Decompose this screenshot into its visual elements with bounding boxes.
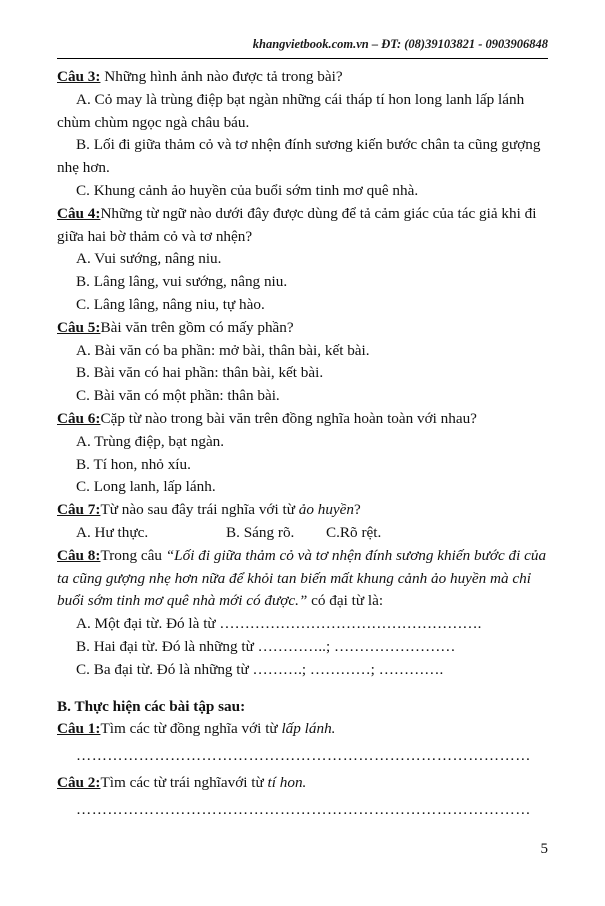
question-4-option-b: B. Lâng lâng, vui sướng, nâng niu.	[76, 273, 288, 291]
question-7-option-a: A. Hư thực.	[76, 523, 149, 541]
question-4-option-a: A. Vui sướng, nâng niu.	[76, 250, 222, 268]
question-8-text: Trong câu	[100, 546, 166, 564]
question-5-text: Bài văn trên gồm có mấy phần?	[100, 318, 294, 336]
exercise-1	[57, 718, 548, 741]
question-8-option-a: A. Một đại từ. Đó là từ …………………………………………….	[76, 615, 482, 633]
question-4-label: Câu 4:	[57, 204, 101, 222]
question-7-options	[57, 522, 548, 545]
exercise-2-answer-line[interactable]: ……………………………………………………………………………	[76, 800, 531, 818]
question-4-text: Những từ ngữ nào dưới đây được dùng để tả cảm giác của tác giả khi đi giữa hai bờ thảm cỏ và tơ nhện?	[57, 204, 537, 245]
question-8	[57, 545, 548, 613]
question-5	[57, 317, 548, 340]
exercise-1-label: Câu 1:	[57, 720, 101, 738]
page-header: khangvietbook.com.vn – ĐT: (08)39103821 - 0903906848	[252, 37, 548, 51]
question-4-option-c: C. Lâng lâng, nâng niu, tự hào.	[76, 295, 265, 313]
question-7-option-b: B. Sáng rõ.	[226, 523, 295, 541]
exercise-1-italic-word: lấp lánh.	[281, 720, 336, 738]
question-8-text-end: có đại từ là:	[307, 592, 384, 610]
exercise-2-label: Câu 2:	[57, 773, 101, 791]
question-7-italic-word: ảo huyền	[298, 501, 354, 519]
question-3	[57, 66, 548, 89]
question-7-option-c: C.Rõ rệt.	[326, 523, 382, 541]
question-8-quote: “Lối đi giữa thảm cỏ và tơ nhện đính sương khiến bước đi của ta cũng gượng nhẹ hơn nữa để khỏi tan biến mất khung cảnh ảo huyền mà chỉ buổi sớm tinh mơ quê nhà mới có được.”	[57, 546, 547, 610]
header-divider	[57, 58, 548, 59]
question-7	[57, 499, 548, 522]
question-3-label: Câu 3:	[57, 68, 101, 85]
question-5-label: Câu 5:	[57, 318, 101, 336]
question-6-label: Câu 6:	[57, 409, 101, 427]
exercise-1-answer-line[interactable]: ……………………………………………………………………………	[76, 747, 531, 765]
question-6-option-a: A. Trùng điệp, bạt ngàn.	[76, 432, 225, 450]
exercise-2	[57, 772, 548, 795]
question-7-text: Từ nào sau đây trái nghĩa với từ	[100, 501, 299, 519]
page-number: 5	[540, 841, 548, 857]
question-6-text: Cặp từ nào trong bài văn trên đồng nghĩa hoàn toàn với nhau?	[100, 409, 477, 427]
question-3-text: Những hình ảnh nào được tả trong bài?	[100, 68, 343, 85]
question-8-option-b: B. Hai đại từ. Đó là những từ …………..; ……………………	[76, 637, 456, 655]
exercise-1-text: Tìm các từ đồng nghĩa với từ	[100, 720, 282, 738]
question-3-option-b: B. Lối đi giữa thảm cỏ và tơ nhện đính sương kiến bước chân ta cũng gượng nhẹ hơn.	[57, 136, 541, 177]
page-content	[57, 66, 548, 826]
question-7-text-end: ?	[353, 501, 361, 519]
exercise-2-italic-word: tí hon.	[267, 773, 307, 791]
question-3-option-c: C. Khung cảnh ảo huyền của buổi sớm tinh mơ quê nhà.	[76, 181, 419, 199]
question-6-option-b: B. Tí hon, nhỏ xíu.	[76, 455, 191, 473]
question-6	[57, 408, 548, 431]
section-b-title: B. Thực hiện các bài tập sau:	[57, 697, 246, 715]
question-3-option-a: A. Cỏ may là trùng điệp bạt ngàn những cái tháp tí hon long lanh lấp lánh chùm chùm ngọc ngà châu báu.	[57, 90, 525, 131]
question-5-option-a: A. Bài văn có ba phần: mở bài, thân bài, kết bài.	[76, 341, 370, 359]
question-4	[57, 203, 548, 249]
exercise-2-text: Tìm các từ trái nghĩavới từ	[100, 773, 268, 791]
question-5-option-b: B. Bài văn có hai phần: thân bài, kết bài.	[76, 364, 324, 382]
question-8-label: Câu 8:	[57, 546, 101, 564]
question-6-option-c: C. Long lanh, lấp lánh.	[76, 478, 216, 496]
question-8-option-c: C. Ba đại từ. Đó là những từ ……….; …………; ………….	[76, 660, 444, 678]
question-7-label: Câu 7:	[57, 501, 101, 519]
question-5-option-c: C. Bài văn có một phần: thân bài.	[76, 387, 280, 405]
